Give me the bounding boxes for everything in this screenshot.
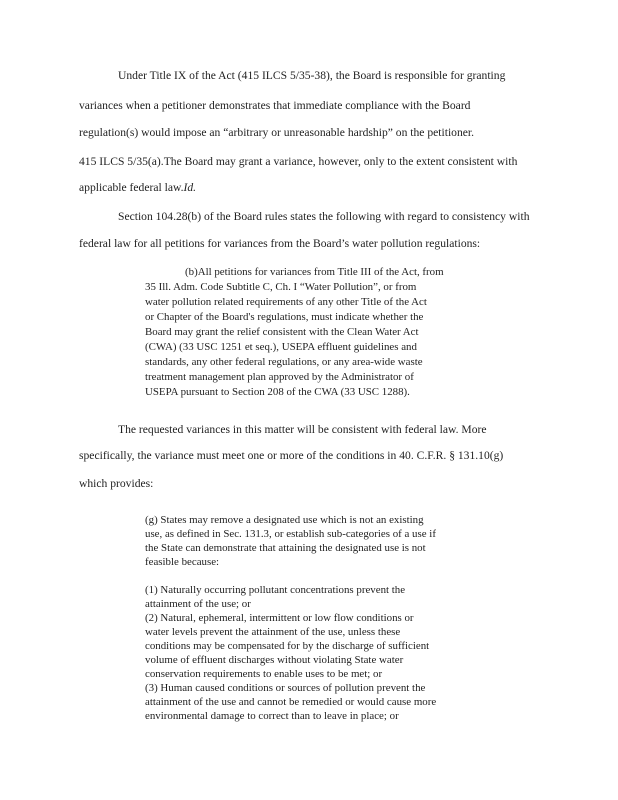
paragraph-line: Under Title IX of the Act (415 ILCS 5/35-38), the Board is responsible for granting (118, 69, 506, 82)
quote-list-item: (3) Human caused conditions or sources of pollution prevent the (145, 682, 426, 694)
paragraph-text: applicable federal law. (79, 181, 184, 194)
quote-list-item: conditions may be compensated for by the discharge of sufficient (145, 640, 430, 652)
paragraph-line: which provides: (79, 477, 154, 490)
quote-list-item: conservation requirements to enable uses to be met; or (145, 668, 383, 680)
quote-line: feasible because: (145, 556, 220, 568)
quote-line: (b)All petitions for variances from Title III of the Act, from (185, 266, 444, 278)
quote-list-item: (2) Natural, ephemeral, intermittent or low flow conditions or (145, 612, 414, 624)
quote-line: water pollution related requirements of any other Title of the Act (145, 296, 427, 308)
quote-list-item: (1) Naturally occurring pollutant concentrations prevent the (145, 584, 406, 596)
paragraph-line (79, 181, 196, 195)
quote-list-item: attainment of the use and cannot be remedied or would cause more (145, 696, 437, 708)
quote-line: or Chapter of the Board's regulations, must indicate whether the (145, 311, 424, 323)
paragraph-line: specifically, the variance must meet one or more of the conditions in 40. C.F.R. § 131.10(g) (79, 449, 504, 462)
quote-line: treatment management plan approved by the Administrator of (145, 371, 414, 383)
quote-line: the State can demonstrate that attaining the designated use is not (145, 542, 426, 554)
quote-list-item: volume of effluent discharges without violating State water (145, 654, 404, 666)
quote-line: USEPA pursuant to Section 208 of the CWA (33 USC 1288). (145, 386, 410, 398)
quote-line: Board may grant the relief consistent with the Clean Water Act (145, 326, 419, 338)
paragraph-line: regulation(s) would impose an “arbitrary or unreasonable hardship” on the petitioner. (79, 126, 475, 139)
quote-line: standards, any other federal regulations, or any area-wide waste (145, 356, 423, 368)
paragraph-line: Section 104.28(b) of the Board rules states the following with regard to consistency with (118, 210, 530, 223)
citation: Id. (183, 181, 197, 194)
quote-line: (g) States may remove a designated use which is not an existing (145, 514, 424, 526)
quote-list-item: water levels prevent the attainment of the use, unless these (145, 626, 401, 638)
paragraph-line: 415 ILCS 5/35(a).The Board may grant a variance, however, only to the extent consistent with (79, 155, 518, 168)
quote-line: use, as defined in Sec. 131.3, or establish sub-categories of a use if (145, 528, 436, 540)
quote-list-item: environmental damage to correct than to leave in place; or (145, 710, 399, 722)
paragraph-line: The requested variances in this matter will be consistent with federal law. More (118, 423, 487, 436)
paragraph-line: federal law for all petitions for variances from the Board’s water pollution regulations: (79, 237, 481, 250)
paragraph-line: variances when a petitioner demonstrates that immediate compliance with the Board (79, 99, 471, 112)
quote-list-item: attainment of the use; or (145, 598, 251, 610)
quote-line: (CWA) (33 USC 1251 et seq.), USEPA effluent guidelines and (145, 341, 417, 353)
quote-line: 35 Ill. Adm. Code Subtitle C, Ch. I “Water Pollution”, or from (145, 281, 417, 293)
